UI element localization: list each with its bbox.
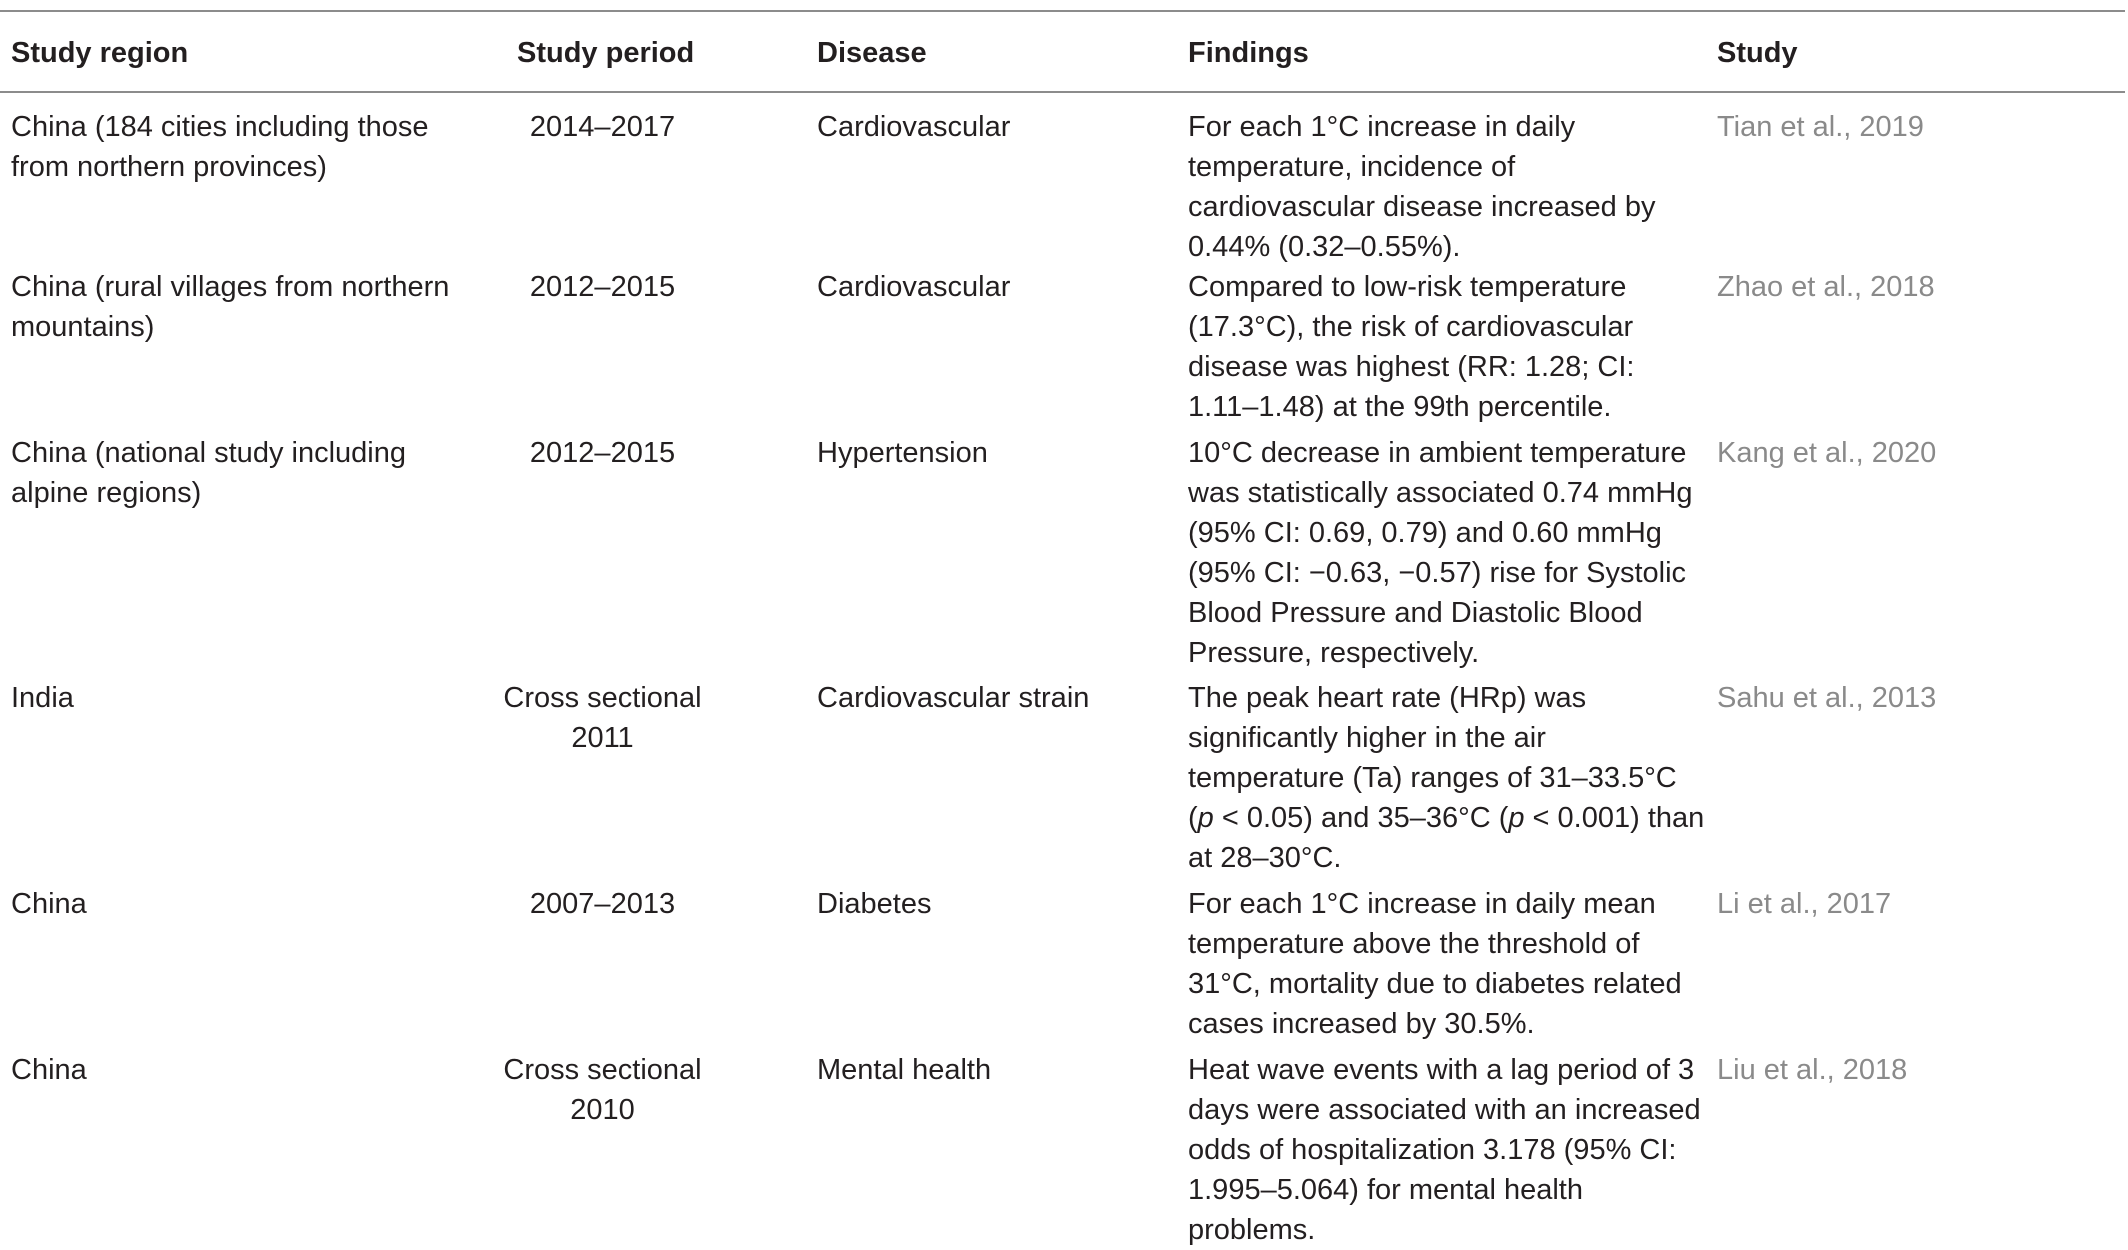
cell-findings (1188, 678, 1717, 878)
cell-study-region: China (11, 1054, 87, 1086)
cell-study-citation[interactable]: Sahu et al., 2013 (1717, 682, 1937, 714)
cell-findings: Compared to low-risk temperature (17.3°C), the risk of cardiovascular disease was highest (RR: 1.28; CI: 1.11–1.48) at the 99th percentile. (1188, 271, 1635, 423)
cell-study-region: India (11, 682, 74, 714)
p-value-symbol: p (1508, 802, 1525, 834)
findings-text: < 0.001) than at 28–30°C. (1188, 802, 1705, 874)
cell-study-period: 2012–2015 (529, 271, 676, 303)
cell-disease: Cardiovascular (817, 271, 1011, 303)
table-header-row (0, 12, 2125, 91)
table-row (0, 261, 2125, 427)
cell-study-citation[interactable]: Li et al., 2017 (1717, 888, 1892, 920)
cell-study-period: 2007–2013 (529, 888, 676, 920)
cell-findings: For each 1°C increase in daily temperature, incidence of cardiovascular disease increased by 0.44% (0.32–0.55%). (1188, 111, 1656, 263)
cell-study-citation[interactable]: Tian et al., 2019 (1717, 111, 1924, 143)
table-row (0, 878, 2125, 1044)
cell-study-period: 2012–2015 (529, 437, 676, 469)
findings-text: The peak heart rate (HRp) was significantly higher in the air temperature (Ta) ranges of 31–33.5°C ( (1188, 682, 1677, 834)
cell-study-region: China (national study including alpine regions) (11, 437, 406, 509)
header-findings: Findings (1188, 36, 1309, 69)
header-study: Study (1717, 36, 1798, 69)
cell-study-citation[interactable]: Kang et al., 2020 (1717, 437, 1937, 469)
cell-study-period: 2014–2017 (529, 111, 676, 143)
data-table (0, 10, 2125, 1250)
cell-study-citation[interactable]: Zhao et al., 2018 (1717, 271, 1935, 303)
cell-study-period: Cross sectional 2011 (503, 682, 702, 754)
cell-findings: Heat wave events with a lag period of 3 days were associated with an increased odds of hospitalization 3.178 (95% CI: 1.995–5.064) for mental health problems. (1188, 1054, 1701, 1246)
header-disease: Disease (817, 36, 927, 69)
cell-study-region: China (11, 888, 87, 920)
cell-study-region: China (184 cities including those from northern provinces) (11, 111, 429, 183)
cell-disease: Cardiovascular (817, 111, 1011, 143)
cell-findings: For each 1°C increase in daily mean temperature above the threshold of 31°C, mortality due to diabetes related cases increased by 30.5%. (1188, 888, 1682, 1040)
p-value-symbol: p (1197, 802, 1214, 834)
cell-study-period: Cross sectional 2010 (503, 1054, 702, 1126)
table-row (0, 93, 2125, 261)
cell-disease: Hypertension (817, 437, 988, 469)
cell-disease: Mental health (817, 1054, 992, 1086)
cell-findings: 10°C decrease in ambient temperature was statistically associated 0.74 mmHg (95% CI: 0.69, 0.79) and 0.60 mmHg (95% CI: −0.63, −0.57) rise for Systolic Blood Pressure and Diastolic Blood Pressure, respectively. (1188, 437, 1693, 669)
table-row (0, 427, 2125, 672)
table-row (0, 672, 2125, 878)
cell-disease: Diabetes (817, 888, 932, 920)
header-study-region: Study region (11, 36, 189, 69)
table-row (0, 1044, 2125, 1250)
header-study-period: Study period (517, 36, 695, 69)
findings-text: < 0.05) and 35–36°C ( (1213, 802, 1509, 834)
cell-study-citation[interactable]: Liu et al., 2018 (1717, 1054, 1908, 1086)
cell-disease: Cardiovascular strain (817, 682, 1090, 714)
cell-study-region: China (rural villages from northern mountains) (11, 271, 450, 343)
